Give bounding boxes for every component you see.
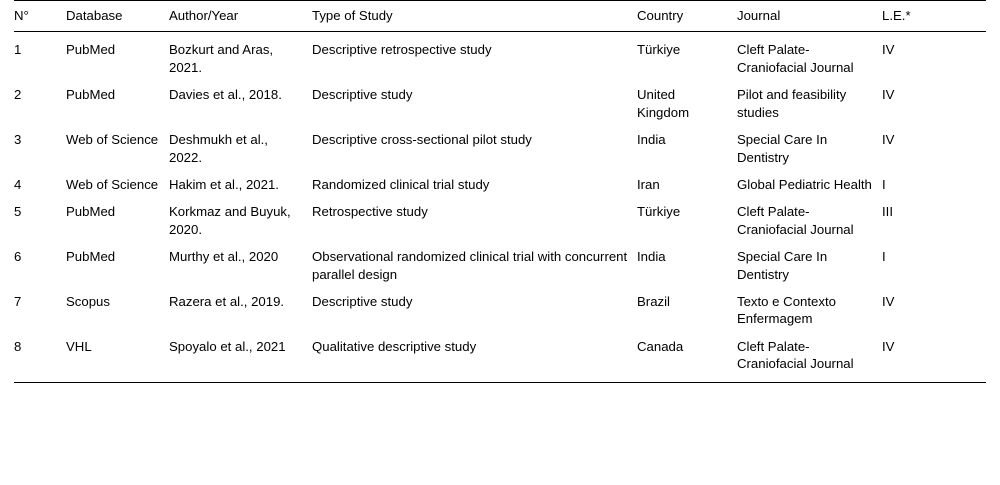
cell-database: PubMed	[66, 42, 116, 58]
cell-author-year: Korkmaz and Buyuk, 2020.	[169, 204, 291, 237]
cell-type-of-study: Observational randomized clinical trial with concurrent parallel design	[312, 249, 628, 282]
cell-author-year: Spoyalo et al., 2021	[169, 338, 286, 354]
cell-journal: Special Care In Dentistry	[737, 249, 828, 282]
cell-author-year: Davies et al., 2018.	[169, 87, 282, 103]
cell-level-of-evidence: IV	[882, 87, 895, 103]
cell-author-year: Deshmukh et al., 2022.	[169, 132, 268, 165]
cell-type-of-study: Descriptive study	[312, 87, 413, 103]
cell-country: India	[637, 249, 666, 265]
cell-database: Scopus	[66, 294, 110, 310]
cell-no: 8	[14, 338, 22, 354]
cell-no: 6	[14, 249, 22, 265]
included-studies-table	[14, 0, 986, 383]
cell-database: Web of Science	[66, 176, 159, 192]
cell-level-of-evidence: IV	[882, 42, 895, 58]
cell-no: 7	[14, 294, 22, 310]
cell-level-of-evidence: IV	[882, 132, 895, 148]
table-row	[14, 333, 986, 382]
column-header-journal: Journal	[737, 1, 882, 32]
column-header-country: Country	[637, 1, 737, 32]
column-header-type-of-study: Type of Study	[312, 1, 637, 32]
cell-author-year: Hakim et al., 2021.	[169, 176, 279, 192]
column-header-database: Database	[66, 1, 169, 32]
table-row	[14, 288, 986, 333]
table-footer-rule	[14, 382, 986, 383]
table-row	[14, 198, 986, 243]
cell-type-of-study: Qualitative descriptive study	[312, 338, 477, 354]
table-bottom-border	[14, 382, 986, 383]
cell-level-of-evidence: IV	[882, 294, 895, 310]
table-row	[14, 81, 986, 126]
cell-no: 3	[14, 132, 22, 148]
table-row	[14, 171, 986, 198]
cell-level-of-evidence: I	[882, 176, 886, 192]
cell-country: Türkiye	[637, 204, 681, 220]
cell-country: Canada	[637, 338, 684, 354]
cell-journal: Special Care In Dentistry	[737, 132, 828, 165]
cell-country: United Kingdom	[637, 87, 690, 120]
column-header-no: N°	[14, 1, 66, 32]
cell-level-of-evidence: I	[882, 249, 886, 265]
cell-journal: Cleft Palate-Craniofacial Journal	[737, 204, 854, 237]
table-header	[14, 1, 986, 32]
cell-no: 4	[14, 176, 22, 192]
cell-type-of-study: Randomized clinical trial study	[312, 176, 490, 192]
table-row	[14, 243, 986, 288]
cell-database: PubMed	[66, 87, 116, 103]
cell-level-of-evidence: IV	[882, 338, 895, 354]
cell-database: VHL	[66, 338, 92, 354]
cell-country: India	[637, 132, 666, 148]
cell-author-year: Murthy et al., 2020	[169, 249, 279, 265]
cell-country: Iran	[637, 176, 660, 192]
table-body	[14, 32, 986, 382]
cell-no: 1	[14, 42, 22, 58]
table-row	[14, 32, 986, 81]
cell-type-of-study: Descriptive retrospective study	[312, 42, 492, 58]
cell-journal: Cleft Palate-Craniofacial Journal	[737, 338, 854, 372]
cell-database: Web of Science	[66, 132, 159, 148]
cell-type-of-study: Descriptive cross-sectional pilot study	[312, 132, 532, 148]
cell-database: PubMed	[66, 249, 116, 265]
cell-country: Türkiye	[637, 42, 681, 58]
cell-author-year: Bozkurt and Aras, 2021.	[169, 42, 274, 75]
cell-database: PubMed	[66, 204, 116, 220]
table-header-row	[14, 1, 986, 32]
cell-level-of-evidence: III	[882, 204, 893, 220]
column-header-level-of-evidence: L.E.*	[882, 1, 986, 32]
table-row	[14, 126, 986, 171]
cell-author-year: Razera et al., 2019.	[169, 294, 285, 310]
cell-type-of-study: Retrospective study	[312, 204, 428, 220]
cell-no: 2	[14, 87, 22, 103]
cell-journal: Texto e Contexto Enfermagem	[737, 294, 836, 327]
cell-journal: Cleft Palate-Craniofacial Journal	[737, 42, 854, 75]
column-header-author-year: Author/Year	[169, 1, 312, 32]
cell-country: Brazil	[637, 294, 670, 310]
cell-type-of-study: Descriptive study	[312, 294, 413, 310]
table-bottom-border-row	[14, 382, 986, 383]
cell-journal: Global Pediatric Health	[737, 176, 872, 192]
cell-journal: Pilot and feasibility studies	[737, 87, 847, 120]
cell-no: 5	[14, 204, 22, 220]
